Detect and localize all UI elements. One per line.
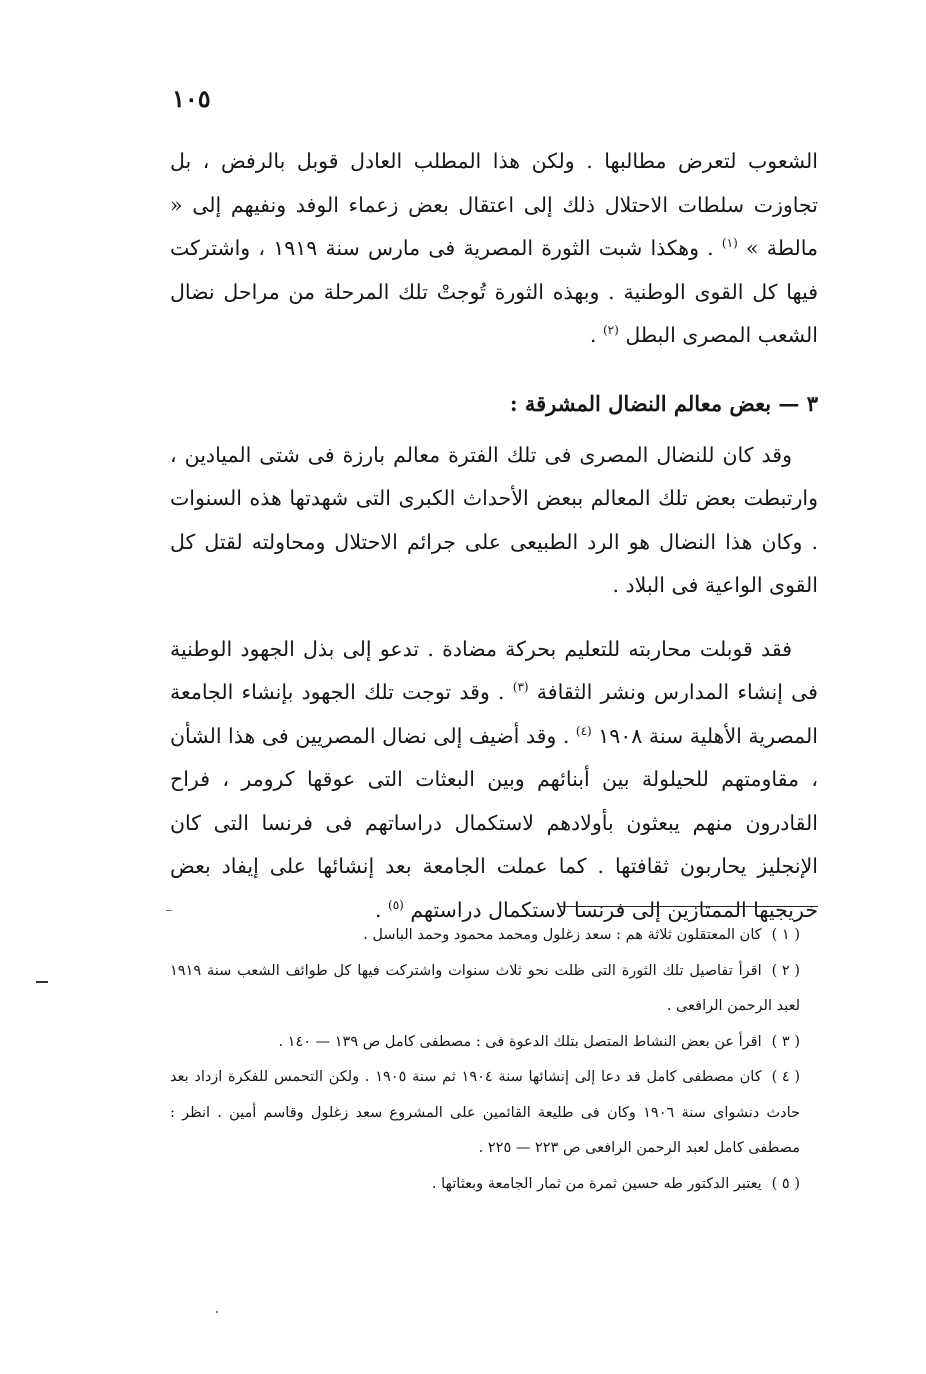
footnote-5 bbox=[170, 1167, 818, 1203]
footnote-number: ( ١ ) bbox=[771, 927, 800, 943]
intro-text-part2: . وهكذا شبت الثورة المصرية فى مارس سنة ١٩١٩ ، واشتركت فيها كل القوى الوطنية . وبهذه الثورة تُوجتْ تلك المرحلة من مراحل نضال الشعب المصرى البطل bbox=[170, 236, 818, 347]
intro-text-part1: الشعوب لتعرض مطالبها . ولكن هذا المطلب العادل قوبل بالرفض ، بل تجاوزت سلطات الاحتلال ذلك إلى اعتقال بعض زعماء الوفد ونفيهم إلى « مالطة » bbox=[170, 149, 818, 260]
page-number: ١٠٥ bbox=[172, 84, 211, 113]
footnote-number: ( ٤ ) bbox=[771, 1069, 800, 1085]
footnotes-block bbox=[170, 918, 818, 1202]
para2-part-c: . وقد أضيف إلى نضال المصريين فى هذا الشأن ، مقاومتهم للحيلولة بين أبنائهم وبين البعثات التى عوقها كرومر ، فراح القادرون منهم يبعثون بأولادهم لاستكمال دراساتهم فى فرنسا التى كان الإنجليز يحاربون ثقافتها . كما عملت الجامعة بعد إنشائها على إيفاد بعض خريجيها الممتازين إلى فرنسا لاستكمال دراستهم bbox=[170, 723, 818, 922]
intro-text-part3: . bbox=[589, 323, 597, 347]
footnote-text: اقرأ عن بعض النشاط المتصل بتلك الدعوة فى : مصطفى كامل ص ١٣٩ — ١٤٠ . bbox=[278, 1033, 762, 1050]
scan-mark bbox=[36, 981, 48, 983]
intro-paragraph bbox=[170, 140, 818, 358]
footnote-number: ( ٣ ) bbox=[771, 1033, 800, 1050]
footnote-ref-5: (٥) bbox=[388, 897, 404, 912]
footnote-text: كان مصطفى كامل قد دعا إلى إنشائها سنة ١٩٠٤ ثم سنة ١٩٠٥ . ولكن التحمس للفكرة ازداد بعد حادث دنشواى سنة ١٩٠٦ وكان فى طليعة القائمين على المشروع سعد زغلول وقاسم أمين . انظر : مصطفى كامل لعبد الرحمن الرافعى ص ٢٢٣ — ٢٢٥ . bbox=[170, 1069, 800, 1156]
para2-part-b: . وقد توجت تلك الجهود بإنشاء الجامعة المصرية الأهلية سنة ١٩٠٨ bbox=[170, 680, 818, 748]
footnote-ref-2: (٢) bbox=[602, 323, 619, 338]
footnote-ref-1: (١) bbox=[721, 236, 738, 251]
footnote-ref-3: (٣) bbox=[512, 680, 529, 695]
footnote-number: ( ٥ ) bbox=[771, 1175, 800, 1192]
para2-part-d: . bbox=[374, 897, 382, 922]
footnote-text: اقرأ تفاصيل تلك الثورة التى ظلت نحو ثلاث سنوات واشتركت فيها كل طوائف الشعب سنة ١٩١٩ لعبد الرحمن الرافعى . bbox=[170, 962, 800, 1014]
footnote-text: يعتبر الدكتور طه حسين ثمرة من ثمار الجامعة وبعثاتها . bbox=[431, 1175, 762, 1192]
footnote-text: كان المعتقلون ثلاثة هم : سعد زغلول ومحمد محمود وحمد الباسل . bbox=[363, 927, 762, 943]
footnote-number: ( ٢ ) bbox=[771, 962, 800, 979]
footnote-4 bbox=[170, 1060, 818, 1167]
footnote-1 bbox=[170, 918, 818, 954]
main-text bbox=[170, 140, 818, 932]
scan-speck bbox=[166, 910, 172, 911]
para2-part-a: فقد قوبلت محاربته للتعليم بحركة مضادة . تدعو إلى بذل الجهود الوطنية فى إنشاء المدارس ونشر الثقافة bbox=[170, 636, 818, 704]
section-heading: ٣ — بعض معالم النضال المشرقة : bbox=[509, 390, 818, 416]
footnote-2 bbox=[170, 954, 818, 1025]
footnote-ref-4: (٤) bbox=[575, 723, 592, 738]
section-paragraph-2 bbox=[170, 628, 818, 933]
scan-speck bbox=[216, 1311, 218, 1313]
section-paragraph-1: وقد كان للنضال المصرى فى تلك الفترة معالم بارزة فى شتى الميادين ، وارتبطت بعض تلك المعالم ببعض الأحداث الكبرى التى شهدتها هذه السنوات . وكان هذا النضال هو الرد الطبيعى على جرائم الاحتلال ومحاولته لقتل كل القوى الواعية فى البلاد . bbox=[170, 442, 818, 597]
footnote-3 bbox=[170, 1025, 818, 1061]
footnote-divider bbox=[558, 906, 818, 907]
